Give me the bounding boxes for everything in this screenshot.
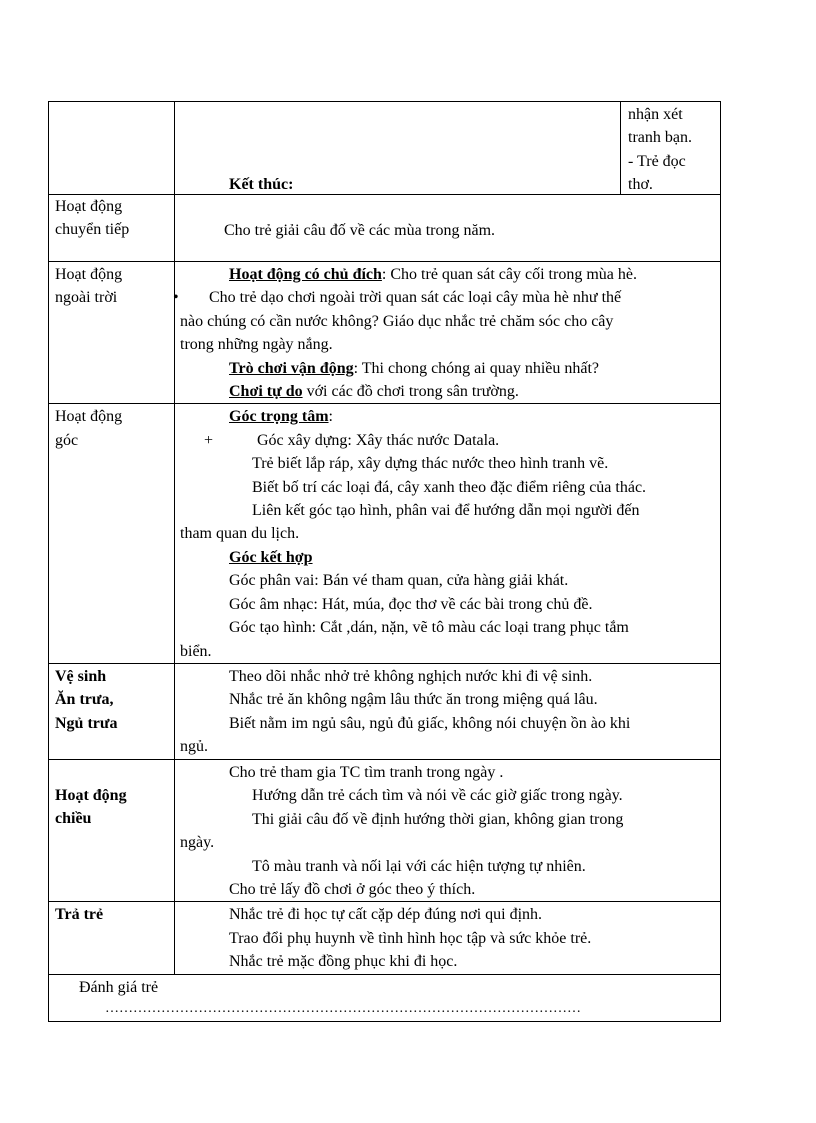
table-row (49, 902, 721, 975)
plus-icon: + (204, 431, 214, 449)
row-label-cell (49, 262, 175, 404)
evaluation-cell (49, 975, 721, 1022)
row-label-cell (49, 404, 175, 663)
content-text: Góc xây dựng: Xây thác nước Datala. (257, 431, 500, 449)
content-line: tham quan du lịch. (180, 525, 300, 543)
row-content-cell (175, 759, 721, 901)
row-content-cell (175, 902, 721, 975)
table-row (49, 759, 721, 901)
content-line: ngày. (180, 834, 215, 852)
heading-active: Hoạt động có chủ đích (229, 266, 382, 283)
lesson-plan-table (48, 101, 721, 1022)
heading-free-play: Chơi tự do (229, 383, 303, 401)
content-line: Góc âm nhạc: Hát, múa, đọc thơ về các bài trong chủ đề. (229, 595, 593, 613)
row-label: Hoạt động (55, 266, 123, 283)
bullet-icon: • (173, 289, 179, 307)
row-label: chuyển tiếp (55, 221, 130, 239)
content-line (180, 380, 720, 403)
side-note-line: thơ. (628, 176, 653, 194)
side-note-line: tranh bạn. (628, 129, 692, 147)
content-line (173, 286, 720, 309)
lesson-plan-table-wrapper (48, 101, 721, 1022)
content-line: Nhắc trẻ mặc đồng phục khi đi học. (229, 953, 458, 971)
table-row (49, 975, 721, 1022)
heading-focus-corner: Góc trọng tâm (229, 408, 329, 426)
content-text: với các đồ chơi trong sân trường. (302, 383, 519, 401)
ket-thuc-label: Kết thúc: (229, 176, 294, 193)
row-label: Hoạt động (55, 408, 123, 426)
content-line: Góc tạo hình: Cắt ,dán, nặn, vẽ tô màu các loại trang phục tắm (229, 619, 629, 637)
heading-game: Trò chơi vận động (229, 359, 354, 377)
content-text: : (328, 408, 333, 426)
table-row (49, 102, 721, 195)
content-line: Tô màu tranh và nối lại với các hiện tượng tự nhiên. (252, 857, 586, 875)
heading-combined-corner: Góc kết hợp (229, 548, 313, 566)
content-line: biển. (180, 642, 212, 660)
table-row (49, 663, 721, 759)
row-content-cell (175, 102, 721, 195)
content-line: Cho trẻ giải câu đố về các mùa trong năm. (224, 222, 496, 239)
side-note (620, 102, 720, 194)
row-label: Hoạt động (55, 786, 127, 804)
row-label-cell (49, 902, 175, 975)
content-line (180, 429, 720, 452)
content-text: Cho trẻ dạo chơi ngoài trời quan sát các loại cây mùa hè như thế (209, 289, 622, 307)
evaluation-label: Đánh giá trẻ (79, 979, 159, 997)
content-line (180, 357, 720, 380)
content-line: nào chúng có cần nước không? Giáo dục nhắc trẻ chăm sóc cho cây (180, 312, 614, 330)
content-line: Hướng dẫn trẻ cách tìm và nói về các giờ giấc trong ngày. (252, 787, 623, 805)
content-line: Cho trẻ lấy đồ chơi ở góc theo ý thích. (229, 880, 476, 898)
side-note-line: - Trẻ đọc (628, 152, 686, 170)
content-text: : Thi chong chóng ai quay nhiều nhất? (353, 359, 600, 377)
row-label: Ngủ trưa (55, 714, 118, 732)
row-label-cell (49, 195, 175, 262)
content-line (180, 546, 720, 569)
row-label: Ăn trưa, (55, 691, 114, 709)
content-line (180, 405, 720, 428)
row-label-cell (49, 663, 175, 759)
content-line: ngủ. (180, 738, 208, 756)
row-label: Hoạt động (55, 198, 123, 215)
row-label: chiều (55, 810, 92, 828)
row-label: Vệ sinh (55, 667, 107, 685)
content-line: Trao đổi phụ huynh về tình hình học tập và sức khỏe trẻ. (229, 929, 592, 947)
row-label-cell (49, 102, 175, 195)
side-note-line: nhận xét (628, 106, 683, 123)
row-label-cell (49, 759, 175, 901)
row-content-cell (175, 195, 721, 262)
row-content-cell (175, 404, 721, 663)
row-label: ngoài trời (55, 289, 118, 307)
table-row (49, 195, 721, 262)
content-line: Theo dõi nhắc nhở trẻ không nghịch nước khi đi vệ sinh. (229, 667, 593, 685)
row-label: Trả trẻ (55, 906, 104, 924)
content-line: Biết bố trí các loại đá, cây xanh theo đặc điểm riêng của thác. (252, 478, 647, 496)
content-line: Nhắc trẻ đi học tự cất cặp dép đúng nơi qui định. (229, 906, 543, 924)
content-line: Trẻ biết lắp ráp, xây dựng thác nước theo hình tranh vẽ. (252, 455, 609, 473)
table-row (49, 262, 721, 404)
content-line: trong những ngày nắng. (180, 336, 333, 354)
content-line: Liên kết góc tạo hình, phân vai để hướng dẫn mọi người đến (252, 502, 640, 520)
content-line (180, 263, 720, 286)
row-content-cell (175, 262, 721, 404)
content-line: Nhắc trẻ ăn không ngậm lâu thức ăn trong miệng quá lâu. (229, 691, 598, 709)
evaluation-dots: ………………………………………………………………………………………… (105, 1000, 581, 1016)
table-row (49, 404, 721, 663)
content-line: Cho trẻ tham gia TC tìm tranh trong ngày . (229, 763, 504, 781)
row-content-cell (175, 663, 721, 759)
heading-rest: : Cho trẻ quan sát cây cối trong mùa hè. (381, 266, 637, 283)
content-line: Thi giải câu đố về định hướng thời gian, không gian trong (252, 810, 624, 828)
row-label: góc (55, 431, 79, 449)
content-line: Biết nằm im ngủ sâu, ngủ đủ giấc, không nói chuyện ồn ào khi (229, 714, 631, 732)
content-line: Góc phân vai: Bán vé tham quan, cửa hàng giải khát. (229, 572, 569, 590)
